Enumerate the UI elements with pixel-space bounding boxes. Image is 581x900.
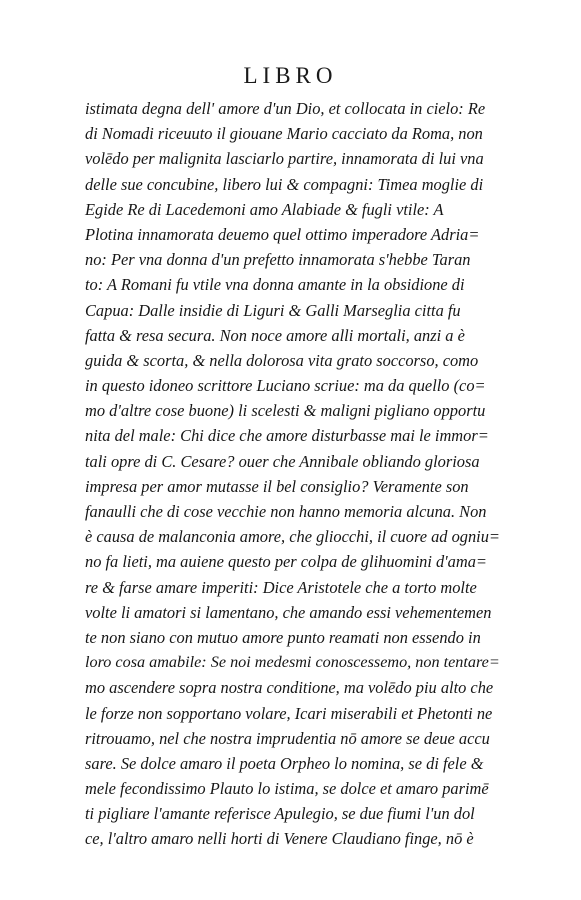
text-line: ti pigliare l'amante referisce Apulegio, se due fiumi l'un dol — [85, 804, 475, 824]
text-line: delle sue concubine, libero lui & compagni: Timea moglie di — [85, 174, 484, 194]
text-line: no: Per vna donna d'un prefetto innamorata s'hebbe Taran — [85, 250, 471, 270]
text-line: in questo idoneo scrittore Luciano scriue: ma da quello (co= — [85, 376, 486, 396]
text-line: ce, l'altro amaro nelli horti di Venere Claudiano finge, nō è — [85, 829, 474, 849]
text-line: loro cosa amabile: Se noi medesmi conoscessemo, non tentare= — [85, 653, 500, 672]
text-line: mele fecondissimo Plauto lo istima, se dolce et amaro parimē — [85, 779, 489, 799]
text-line: guida & scorta, & nella dolorosa vita grato soccorso, como — [85, 350, 479, 370]
text-line: Egide Re di Lacedemoni amo Alabiade & fugli vtile: A — [85, 199, 444, 219]
text-line: tali opre di C. Cesare? ouer che Annibale obliando gloriosa — [85, 451, 480, 471]
text-line: no fa lieti, ma auiene questo per colpa de glihuomini d'ama= — [85, 552, 487, 572]
text-line: fatta & resa secura. Non noce amore alli mortali, anzi a è — [85, 325, 465, 345]
text-line: mo ascendere sopra nostra conditione, ma volēdo piu alto che — [85, 678, 494, 698]
running-head: LIBRO — [243, 63, 338, 88]
text-line: volēdo per malignita lasciarlo partire, innamorata di lui vna — [85, 149, 484, 169]
text-line: to: A Romani fu vtile vna donna amante in la obsidione di — [85, 275, 465, 295]
text-line: mo d'altre cose buone) li scelesti & maligni pigliano opportu — [85, 401, 486, 421]
text-line: nita del male: Chi dice che amore disturbasse mai le immor= — [85, 426, 489, 446]
text-line: sare. Se dolce amaro il poeta Orpheo lo nomina, se di fele & — [85, 753, 484, 773]
text-line: è causa de malanconia amore, che gliocchi, il cuore ad ogniu= — [85, 527, 500, 547]
text-line: volte li amatori si lamentano, che amando essi vehementemen — [85, 602, 492, 622]
text-line: di Nomadi riceuuto il giouane Mario cacciato da Roma, non — [85, 124, 483, 144]
text-line: Capua: Dalle insidie di Liguri & Galli Marseglia citta fu — [85, 300, 461, 320]
text-line: le forze non sopportano volare, Icari miserabili et Phetonti ne — [85, 703, 493, 723]
text-line: Plotina innamorata deuemo quel ottimo imperadore Adria= — [85, 224, 480, 244]
text-line: fanaulli che di cose vecchie non hanno memoria alcuna. Non — [85, 502, 487, 521]
text-block — [85, 96, 503, 852]
text-line: istimata degna dell' amore d'un Dio, et collocata in cielo: Re — [85, 99, 486, 118]
text-line: te non siano con mutuo amore punto reamati non essendo in — [85, 627, 481, 647]
text-line: re & farse amare imperiti: Dice Aristotele che a torto molte — [85, 577, 477, 597]
text-line: ritrouamo, nel che nostra imprudentia nō amore se deue accu — [85, 728, 490, 748]
text-line: impresa per amor mutasse il bel consiglio? Veramente son — [85, 476, 469, 496]
